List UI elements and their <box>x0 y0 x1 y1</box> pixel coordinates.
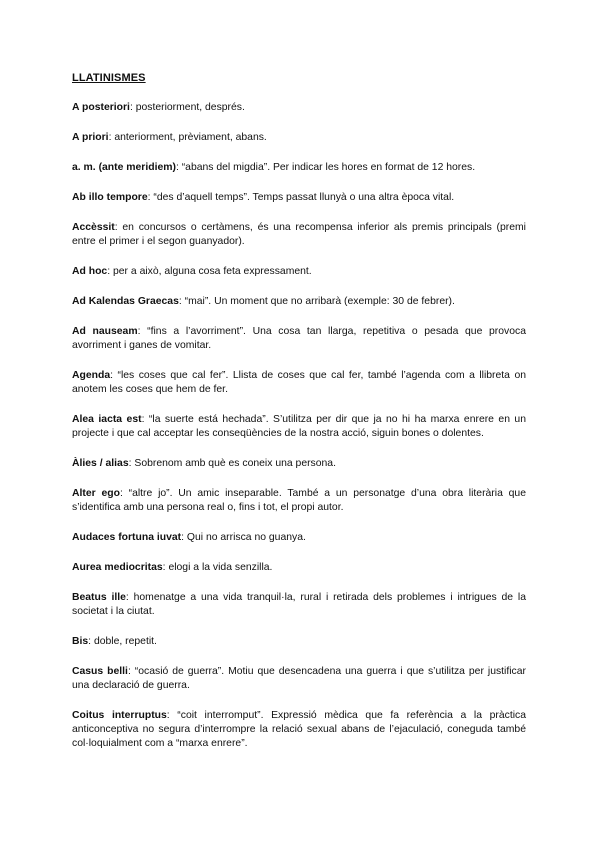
entry-term: Àlies / alias <box>72 458 129 469</box>
entry-accessit <box>72 221 526 249</box>
entry-term: Audaces fortuna iuvat <box>72 532 182 543</box>
entry-term: A priori <box>72 132 109 143</box>
entry-coitus-interruptus <box>72 709 526 751</box>
entry-term: Alter ego <box>72 488 120 499</box>
document-title: LLATINISMES <box>72 72 146 84</box>
entry-definition: : homenatge a una vida tranquil·la, rural i retirada dels problemes i intrigues de la societat i la ciutat. <box>72 592 526 617</box>
entry-definition: : “mai”. Un moment que no arribarà (exemple: 30 de febrer). <box>178 296 455 307</box>
entry-ab-illo-tempore <box>72 191 526 205</box>
entry-casus-belli <box>72 665 526 693</box>
entry-definition: : “abans del migdia”. Per indicar les hores en format de 12 hores. <box>175 162 476 173</box>
entry-definition: : Sobrenom amb què es coneix una persona. <box>128 458 336 469</box>
entry-term: Agenda <box>72 370 111 381</box>
entry-definition: : anteriorment, prèviament, abans. <box>108 132 267 143</box>
entry-ad-nauseam <box>72 325 526 353</box>
entry-ante-meridiem <box>72 161 526 175</box>
entry-definition: : Qui no arrisca no guanya. <box>181 532 306 543</box>
entry-definition: : “coit interromput”. Expressió mèdica que fa referència a la pràctica anticonceptiva no segura d’interrompre la relació sexual abans de l’ejaculació, coneguda també col·loquialment com a “marxa enrere”. <box>72 710 526 749</box>
entry-term: Ad nauseam <box>72 326 138 337</box>
entry-alies <box>72 457 526 471</box>
entry-term: Coitus interruptus <box>72 710 167 721</box>
entry-term: Ad Kalendas Graecas <box>72 296 179 307</box>
entry-definition: : “altre jo”. Un amic inseparable. També a un personatge d’una obra literària que s’identifica amb una persona real o, fins i tot, el propi autor. <box>72 488 526 513</box>
entry-term: Ad hoc <box>72 266 108 277</box>
entry-term: Bis <box>72 636 89 647</box>
entry-agenda <box>72 369 526 397</box>
entry-term: A posteriori <box>72 102 130 113</box>
entry-definition: : “fins a l’avorriment”. Una cosa tan llarga, repetitiva o pesada que provoca avorriment i ganes de vomitar. <box>72 326 526 351</box>
entry-ad-kalendas-graecas <box>72 295 526 309</box>
entry-term: Alea iacta est <box>72 414 142 425</box>
entry-definition: : doble, repetit. <box>88 636 157 647</box>
entry-aurea-mediocritas <box>72 561 526 575</box>
entry-alter-ego <box>72 487 526 515</box>
entry-term: Ab illo tempore <box>72 192 148 203</box>
entry-term: a. m. (ante meridiem) <box>72 162 176 173</box>
entry-definition: : posteriorment, després. <box>129 102 245 113</box>
entry-definition: : “des d’aquell temps”. Temps passat llunyà o una altra època vital. <box>147 192 455 203</box>
entry-alea-iacta-est <box>72 413 526 441</box>
entry-a-priori <box>72 131 526 145</box>
entry-term: Accèssit <box>72 222 115 233</box>
entry-term: Beatus ille <box>72 592 126 603</box>
entry-ad-hoc <box>72 265 526 279</box>
entry-term: Aurea mediocritas <box>72 562 163 573</box>
entry-definition: : “la suerte está hechada”. S’utilitza per dir que ja no hi ha marxa enrere en un projecte i que cal acceptar les conseqüències de la nostra acció, siguin bones o dolentes. <box>72 414 526 439</box>
entry-definition: : “les coses que cal fer”. Llista de coses que cal fer, també l’agenda com a llibreta on anotem les coses que hem de fer. <box>72 370 526 395</box>
entry-beatus-ille <box>72 591 526 619</box>
entry-a-posteriori <box>72 101 526 115</box>
entry-definition: : per a això, alguna cosa feta expressament. <box>107 266 312 277</box>
entry-definition: : elogi a la vida senzilla. <box>162 562 273 573</box>
entry-audaces-fortuna-iuvat <box>72 531 526 545</box>
entry-definition: : en concursos o certàmens, és una recompensa inferior als premis principals (premi entre el primer i el segon guanyador). <box>72 222 526 247</box>
entry-bis <box>72 635 526 649</box>
entry-definition: : “ocasió de guerra”. Motiu que desencadena una guerra i que s’utilitza per justificar una declaració de guerra. <box>72 666 526 691</box>
entry-term: Casus belli <box>72 666 128 677</box>
